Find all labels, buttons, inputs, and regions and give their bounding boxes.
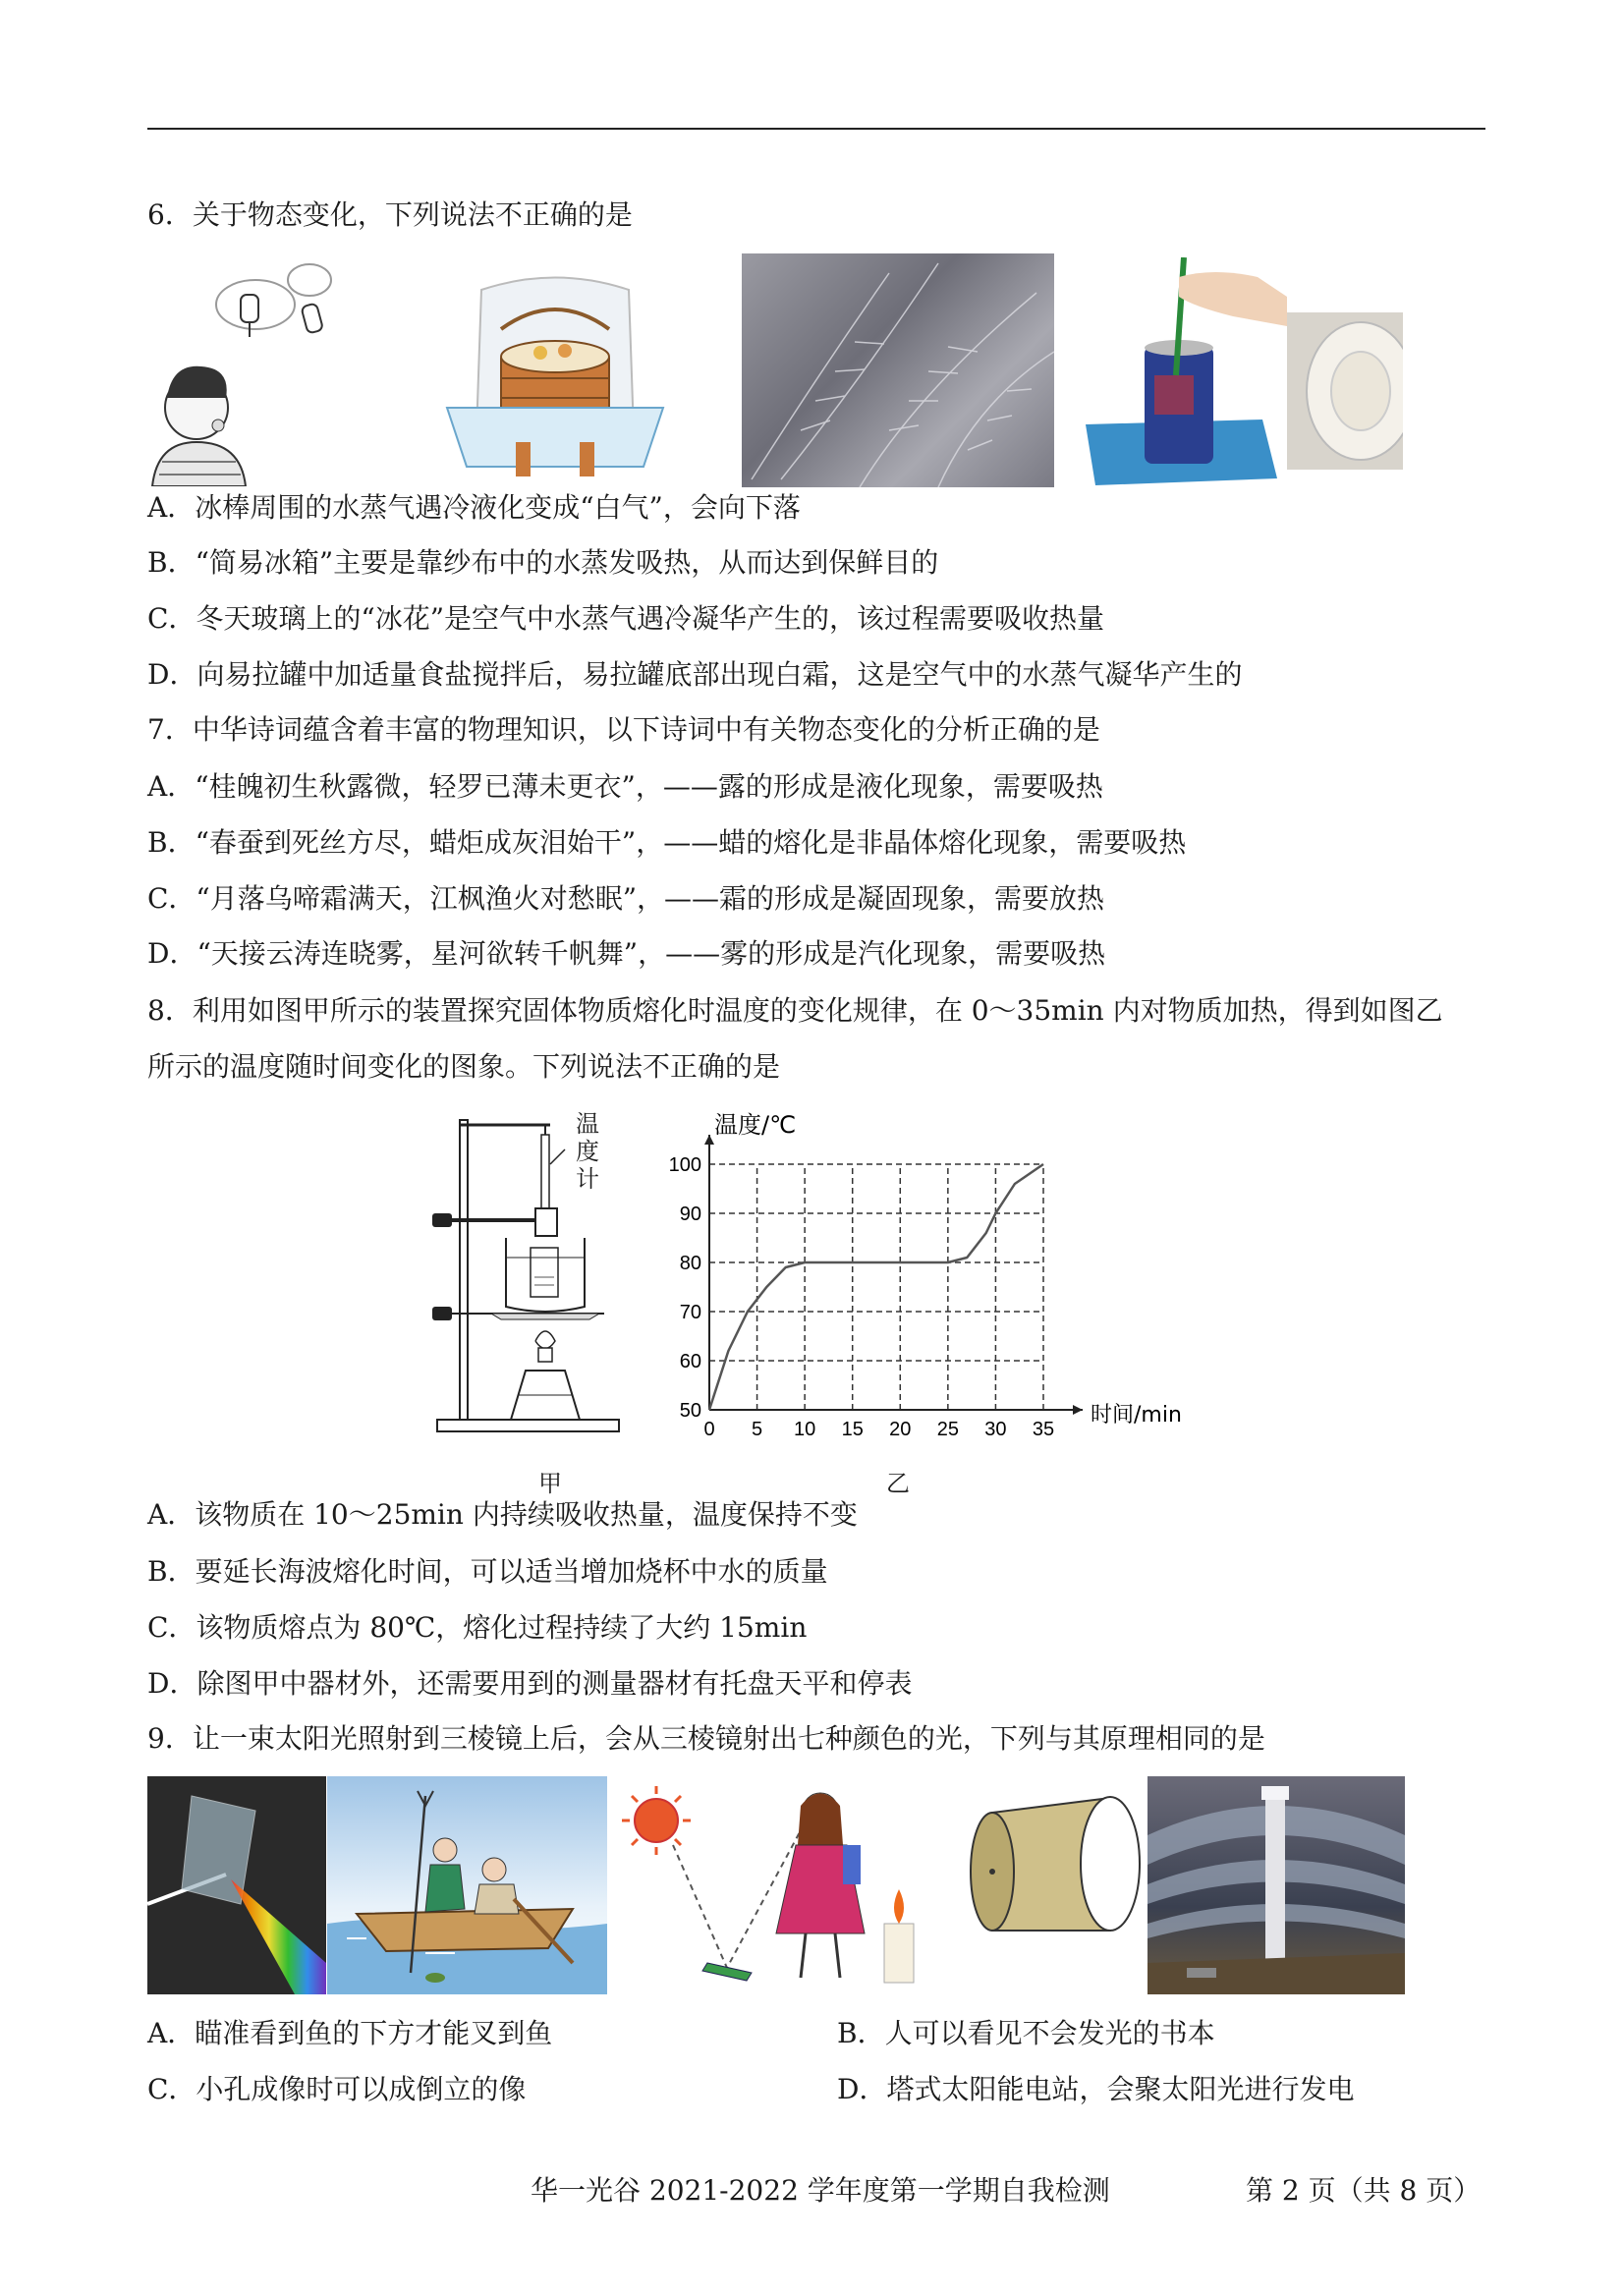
x-tick-label-5: 25 [936,1419,959,1440]
footer-exam-title: 华一光谷 2021-2022 学年度第一学期自我检测 [531,2174,1110,2207]
temperature-curve [709,1164,1043,1410]
figure-jia-label: 甲 [538,1470,562,1497]
q8-option-a: A．该物质在 10～25min 内持续吸收热量，温度保持不变 [147,1498,858,1531]
x-tick-label-3: 15 [841,1419,864,1440]
top-rule [147,128,1485,130]
pinhole-camera-illustration [963,1783,1145,1960]
q9-option-b: B．人可以看见不会发光的书本 [837,2017,1215,2049]
x-axis-label: 时间/min [1091,1403,1182,1428]
x-tick-label-2: 10 [794,1419,816,1440]
y-tick-label-5: 100 [668,1154,701,1176]
q9-option-d: D．塔式太阳能电站，会聚太阳光进行发电 [837,2073,1355,2105]
x-tick-label-0: 0 [703,1419,715,1440]
q6-stem: 6．关于物态变化，下列说法不正确的是 [147,198,633,231]
x-tick-label-1: 5 [752,1419,763,1440]
y-tick-label-0: 50 [679,1400,701,1422]
y-tick-label-3: 80 [679,1253,701,1274]
y-tick-label-1: 60 [679,1351,701,1372]
can-bottom-frost-photo [1287,312,1403,470]
q6-option-d: D．向易拉罐中加适量食盐搅拌后，易拉罐底部出现白霜，这是空气中的水蒸气凝华产生的 [147,658,1243,691]
y-axis-label: 温度/℃ [714,1111,797,1139]
q8-stem-line1: 8．利用如图甲所示的装置探究固体物质熔化时温度的变化规律，在 0～35min 内对物质加热，得到如图乙 [147,994,1443,1027]
thermometer-label-1: 温 [576,1110,599,1138]
y-axis-arrow [704,1135,714,1145]
q7-option-a: A．“桂魄初生秋露微，轻罗已薄未更衣”，——露的形成是液化现象，需要吸热 [147,770,1103,803]
thermometer-label-3: 计 [576,1165,599,1193]
thermometer-label-2: 度 [576,1138,599,1165]
melting-apparatus-diagram [432,1110,629,1444]
q7-option-d: D．“天接云涛连晓雾，星河欲转千帆舞”，——雾的形成是汽化现象，需要吸热 [147,937,1106,970]
can-with-salt-photo [1086,257,1287,485]
y-tick-label-4: 90 [679,1204,701,1225]
q6-option-b: B．“简易冰箱”主要是靠纱布中的水蒸发吸热，从而达到保鲜目的 [147,546,939,579]
q7-option-c: C．“月落乌啼霜满天，江枫渔火对愁眠”，——霜的形成是凝固现象，需要放热 [147,882,1105,915]
figure-yi-label: 乙 [886,1470,910,1497]
q9-option-a: A．瞄准看到鱼的下方才能叉到鱼 [147,2017,553,2049]
prism-dispersion-photo [147,1776,326,1994]
q9-option-c: C．小孔成像时可以成倒立的像 [147,2073,527,2105]
solar-tower-photo [1147,1776,1405,1994]
window-frost-photo [742,253,1054,487]
popsicle-boy-illustration [147,251,373,486]
x-tick-label-4: 20 [889,1419,912,1440]
temperature-time-chart [658,1105,1218,1454]
q7-stem: 7．中华诗词蕴含着丰富的物理知识，以下诗词中有关物态变化的分析正确的是 [147,713,1100,746]
simple-fridge-basket-illustration [442,270,668,486]
q8-option-b: B．要延长海波熔化时间，可以适当增加烧杯中水的质量 [147,1555,828,1588]
q7-option-b: B．“春蚕到死丝方尽，蜡炬成灰泪始干”，——蜡的熔化是非晶体熔化现象，需要吸热 [147,826,1187,859]
q9-stem: 9．让一束太阳光照射到三棱镜上后，会从三棱镜射出七种颜色的光，下列与其原理相同的是 [147,1722,1265,1755]
book-reflection-illustration [619,1776,953,1994]
q8-option-c: C．该物质熔点为 80℃，熔化过程持续了大约 15min [147,1611,808,1644]
x-tick-label-6: 30 [984,1419,1007,1440]
footer-page-number: 第 2 页（共 8 页） [1246,2174,1482,2207]
spearing-fish-illustration [327,1776,607,1994]
x-tick-label-7: 35 [1032,1419,1055,1440]
q6-option-c: C．冬天玻璃上的“冰花”是空气中水蒸气遇冷凝华产生的，该过程需要吸收热量 [147,602,1105,635]
q8-option-d: D．除图甲中器材外，还需要用到的测量器材有托盘天平和停表 [147,1667,913,1700]
q8-stem-line2: 所示的温度随时间变化的图象。下列说法不正确的是 [147,1050,781,1083]
y-tick-label-2: 70 [679,1302,701,1323]
q6-option-a: A．冰棒周围的水蒸气遇冷液化变成“白气”，会向下落 [147,491,801,524]
x-axis-arrow [1073,1405,1083,1415]
